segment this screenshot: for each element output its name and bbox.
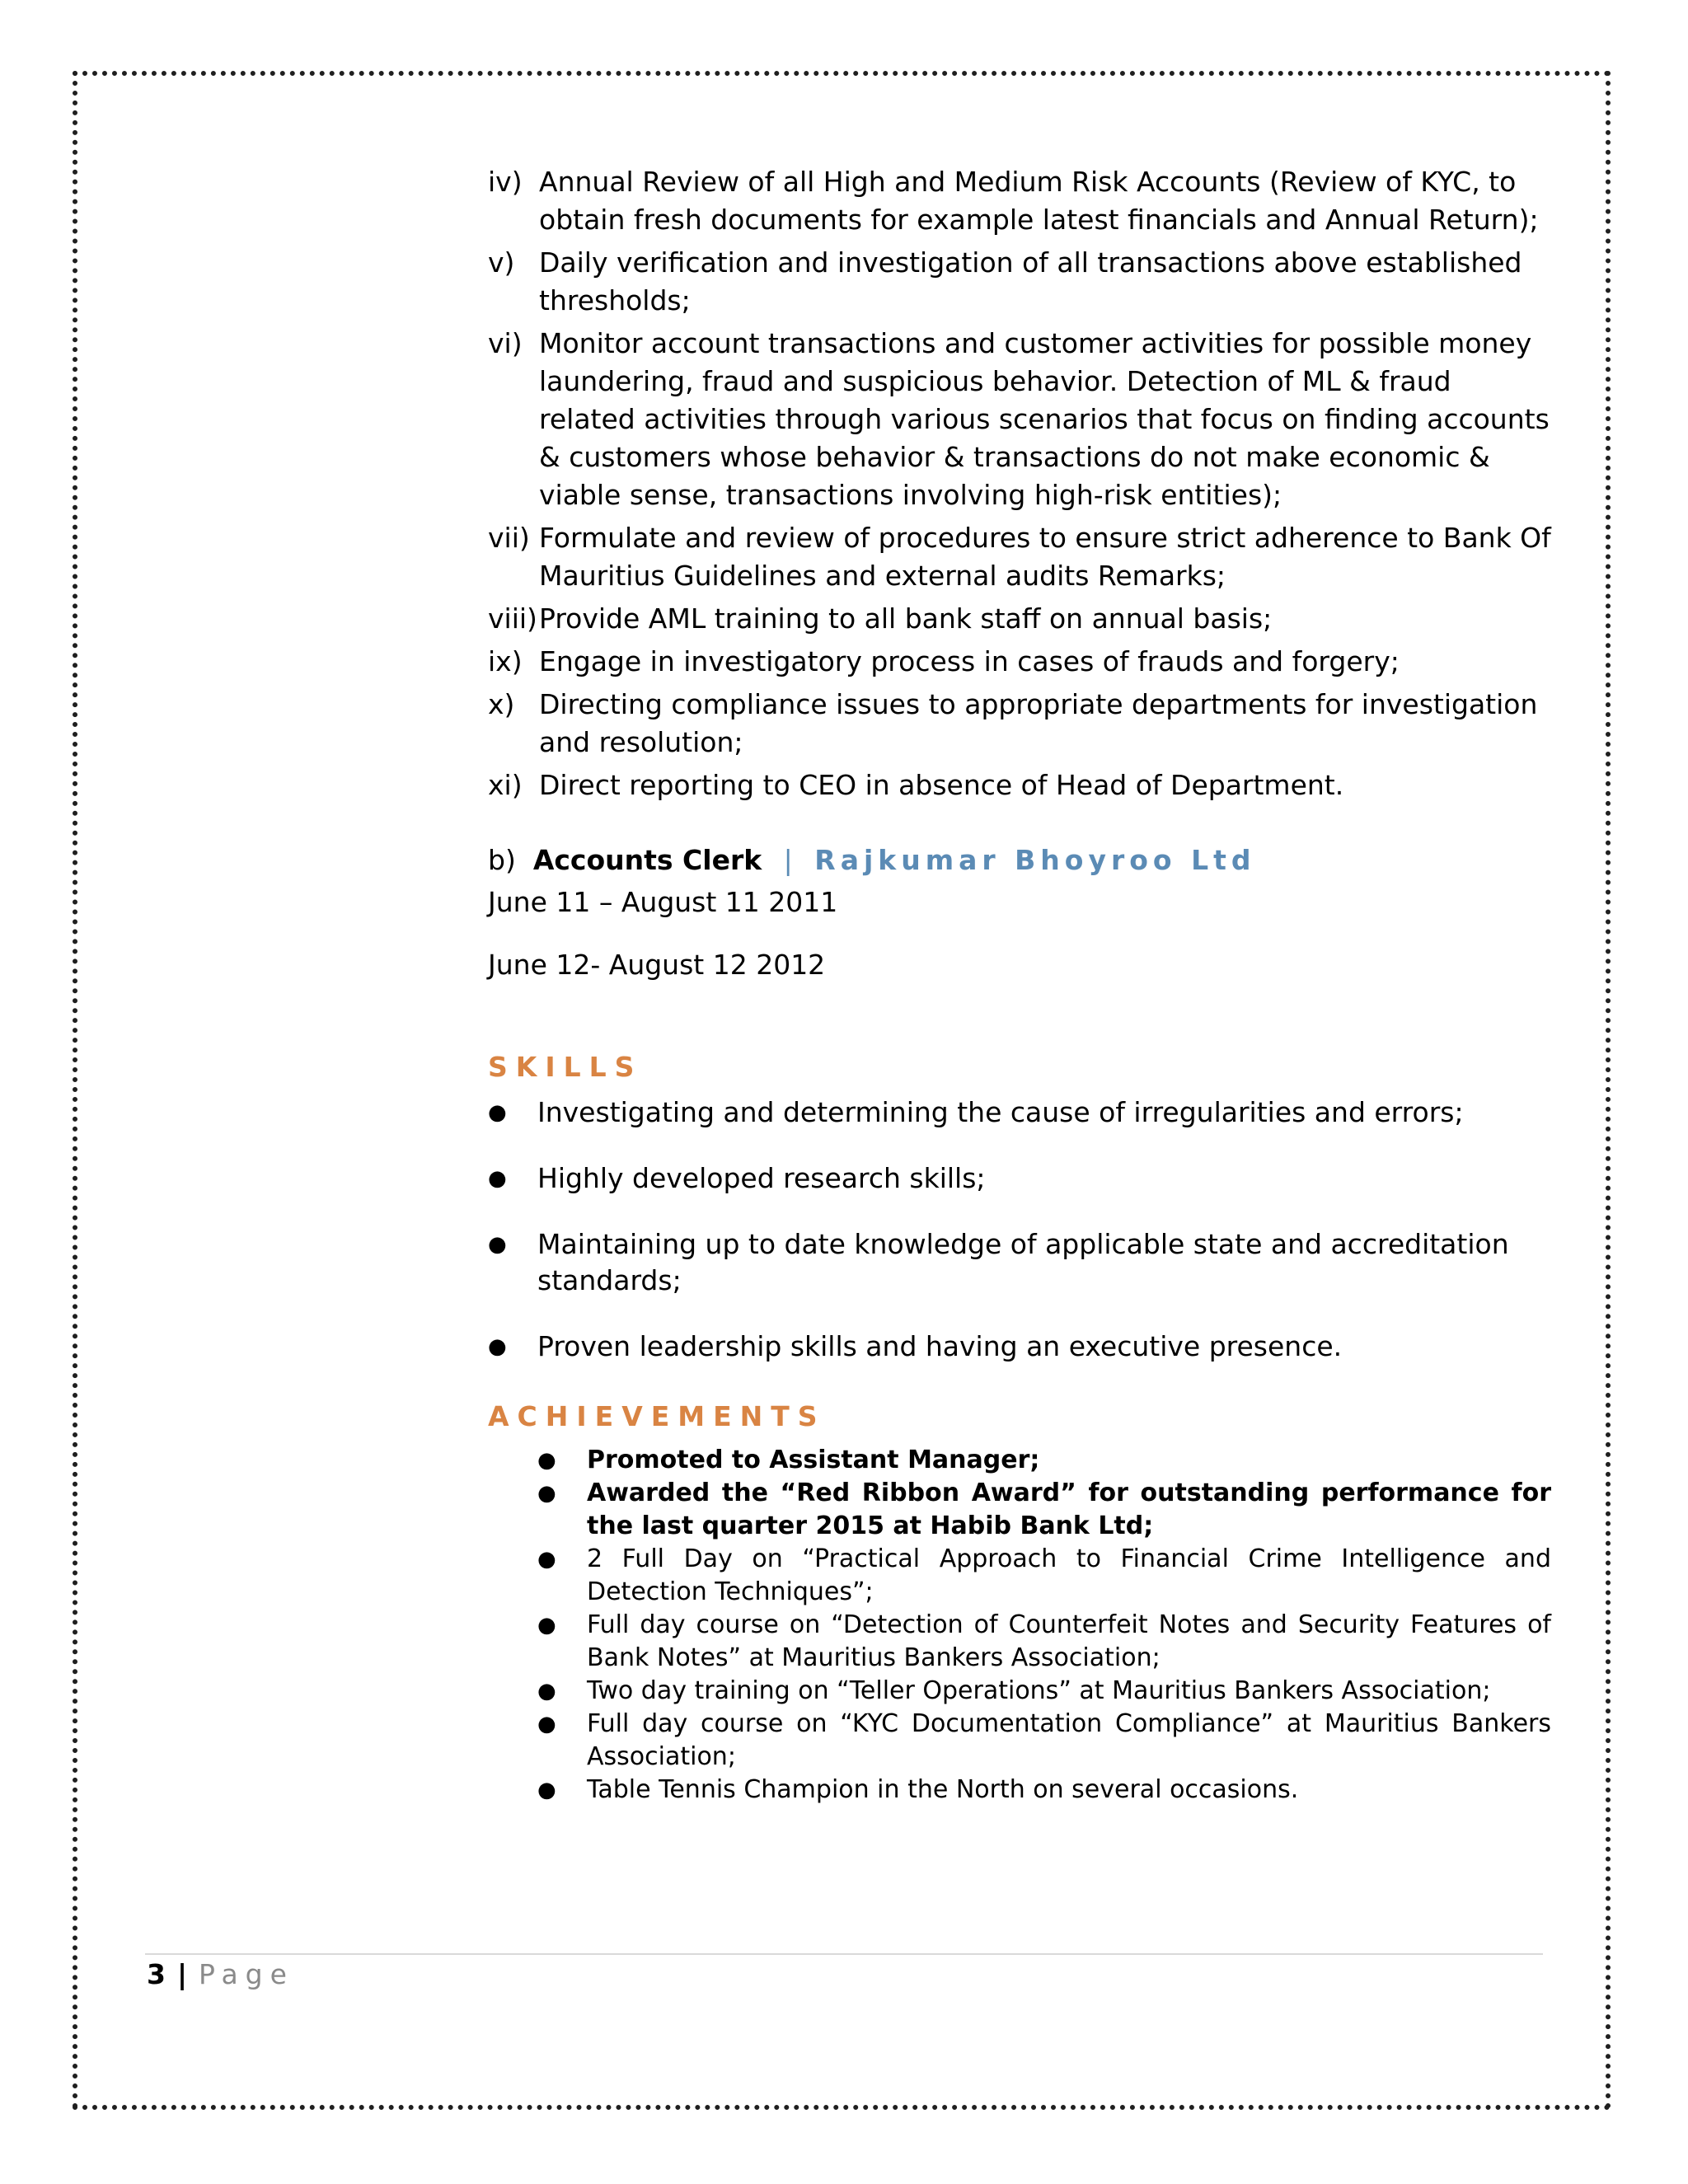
achievement-item: ● Two day training on “Teller Operations” at Mauritius Bankers Association; — [537, 1675, 1551, 1708]
bullet-icon: ● — [537, 1613, 556, 1638]
duty-item: viii) Provide AML training to all bank staff on annual basis; — [488, 602, 1273, 635]
skill-item: ● Proven leadership skills and having an executive presence. — [488, 1329, 1551, 1365]
duties-list — [488, 163, 1551, 804]
duty-item: xi) Direct reporting to CEO in absence of Head of Department. — [488, 769, 1344, 801]
job-title: Accounts Clerk — [532, 844, 762, 876]
page-label: Page — [199, 1958, 294, 1990]
achievement-item: ● 2 Full Day on “Practical Approach to Financial Crime Intelligence and Detection Techniques”; — [537, 1543, 1551, 1609]
bullet-icon: ● — [488, 1232, 507, 1257]
skill-item: ● Investigating and determining the cause of irregularities and errors; — [488, 1094, 1551, 1131]
page-footer — [147, 1955, 294, 1994]
skills-heading: SKILLS — [488, 1051, 643, 1083]
bullet-icon: ● — [537, 1679, 556, 1704]
achievement-item: ● Awarded the “Red Ribbon Award” for outstanding performance for the last quarter 2015 at Habib Bank Ltd; — [537, 1477, 1551, 1543]
achievement-item: ● Full day course on “Detection of Counterfeit Notes and Security Features of Bank Notes” at Mauritius Bankers Association; — [537, 1609, 1551, 1675]
company-name: Rajkumar Bhoyroo Ltd — [814, 844, 1256, 876]
job-heading — [488, 841, 1551, 880]
bullet-icon: ● — [537, 1778, 556, 1802]
duty-item: x) Directing compliance issues to appropriate departments for investigation and resolution; — [488, 688, 1538, 758]
bullet-icon: ● — [537, 1712, 556, 1736]
footer-bar: | — [176, 1958, 188, 1990]
skill-item: ● Maintaining up to date knowledge of applicable state and accreditation standards; — [488, 1226, 1551, 1299]
duty-item: iv) Annual Review of all High and Medium Risk Accounts (Review of KYC, to obtain fresh documents for example latest financials and Annual Return); — [488, 166, 1539, 236]
achievement-item: ● Full day course on “KYC Documentation Compliance” at Mauritius Bankers Association; — [537, 1708, 1551, 1774]
achievements-heading: ACHIEVEMENTS — [488, 1400, 826, 1432]
footer-divider — [145, 1953, 1543, 1955]
resume-content — [488, 163, 1551, 1807]
duty-item: vii) Formulate and review of procedures to ensure strict adherence to Bank Of Mauritius Guidelines and external audits Remarks; — [488, 522, 1551, 592]
bullet-icon: ● — [488, 1100, 507, 1125]
job-date: June 11 – August 11 2011 — [488, 886, 838, 918]
job-date: June 12- August 12 2012 — [488, 949, 826, 981]
achievement-item: ● Promoted to Assistant Manager; — [537, 1444, 1551, 1477]
duty-item: vi) Monitor account transactions and customer activities for possible money laundering, fraud and suspicious behavior. Detection of ML & fraud related activities through various scenarios that focus on finding accounts & customers whose behavior & transactions do not make economic & viable sense, transactions involving high-risk entities); — [488, 327, 1550, 511]
bullet-icon: ● — [537, 1547, 556, 1572]
duty-item: v) Daily verification and investigation of all transactions above established thresholds; — [488, 246, 1522, 316]
skill-item: ● Highly developed research skills; — [488, 1160, 1551, 1197]
skills-list — [488, 1094, 1551, 1365]
bullet-icon: ● — [488, 1166, 507, 1191]
page-number: 3 — [147, 1958, 166, 1990]
achievement-item: ● Table Tennis Champion in the North on several occasions. — [537, 1774, 1551, 1807]
duty-item: ix) Engage in investigatory process in cases of frauds and forgery; — [488, 645, 1400, 677]
bullet-icon: ● — [537, 1481, 556, 1506]
bullet-icon: ● — [537, 1448, 556, 1473]
achievements-list — [537, 1444, 1551, 1807]
job-prefix: b) — [488, 844, 516, 876]
bullet-icon: ● — [488, 1334, 507, 1359]
job-separator: | — [783, 844, 793, 876]
